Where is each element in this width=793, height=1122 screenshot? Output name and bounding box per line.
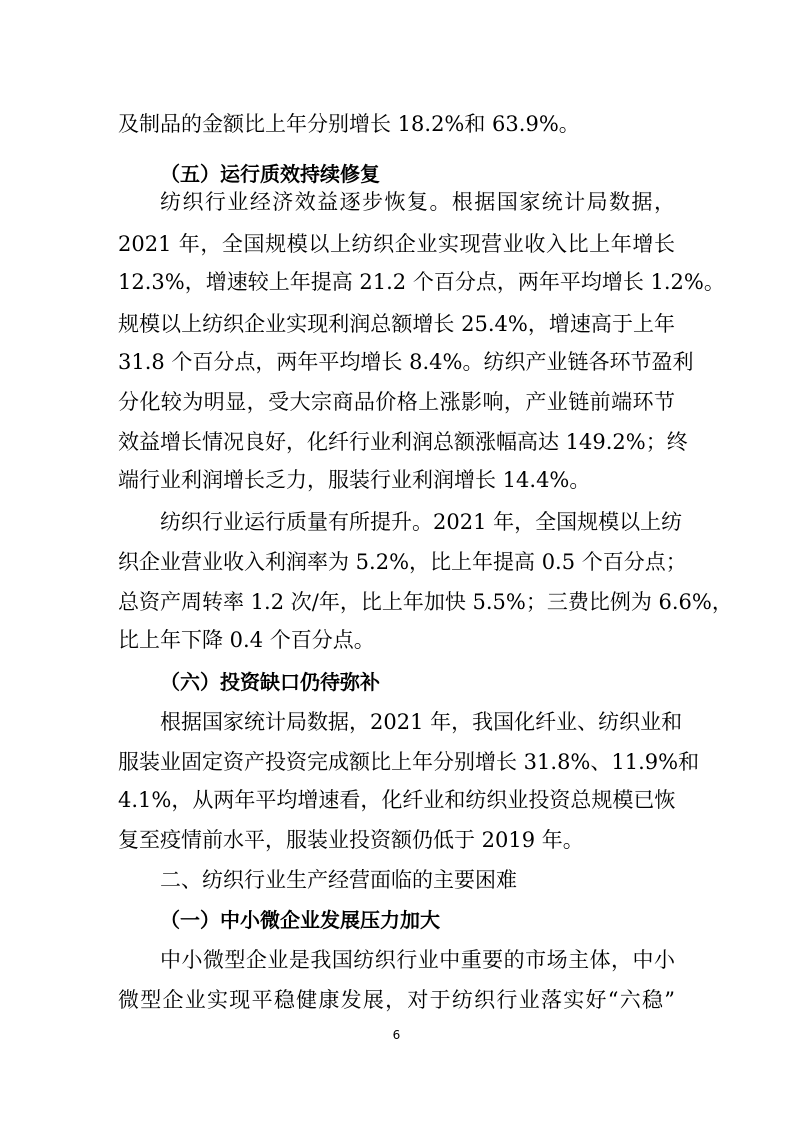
subsection-heading-1: （一）中小微企业发展压力加大: [160, 908, 440, 932]
paragraph-line: 微型企业实现平稳健康发展，对于纺织行业落实好“六稳”: [118, 988, 675, 1012]
paragraph-line: 4.1%，从两年平均增速看，化纤业和纺织业投资总规模已恢: [118, 788, 676, 812]
subsection-heading-5: （五）运行质效持续修复: [160, 162, 380, 186]
paragraph-line: 31.8 个百分点，两年平均增长 8.4%。纺织产业链各环节盈利: [118, 350, 694, 374]
paragraph-line: 织企业营业收入利润率为 5.2%，比上年提高 0.5 个百分点；: [118, 550, 687, 574]
paragraph-line: 总资产周转率 1.2 次/年，比上年加快 5.5%；三费比例为 6.6%，: [118, 590, 733, 614]
paragraph-line: 比上年下降 0.4 个百分点。: [118, 628, 375, 652]
paragraph-line: 复至疫情前水平，服装业投资额仍低于 2019 年。: [118, 828, 584, 852]
paragraph-line: 端行业利润增长乏力，服装行业利润增长 14.4%。: [118, 468, 591, 492]
subsection-heading-6: （六）投资缺口仍待弥补: [160, 670, 380, 694]
paragraph-line: 纺织行业运行质量有所提升。2021 年，全国规模以上纺: [160, 510, 683, 534]
section-heading-2: 二、纺织行业生产经营面临的主要困难: [160, 868, 517, 892]
paragraph-line: 服装业固定资产投资完成额比上年分别增长 31.8%、11.9%和: [118, 750, 700, 774]
paragraph-line: 根据国家统计局数据，2021 年，我国化纤业、纺织业和: [160, 710, 683, 734]
paragraph-line: 效益增长情况良好，化纤行业利润总额涨幅高达 149.2%；终: [118, 430, 688, 454]
paragraph-line: 2021 年，全国规模以上纺织企业实现营业收入比上年增长: [118, 232, 675, 256]
paragraph-line: 中小微型企业是我国纺织行业中重要的市场主体，中小: [160, 948, 675, 972]
page-number: 6: [392, 1028, 401, 1042]
paragraph-line: 分化较为明显，受大宗商品价格上涨影响，产业链前端环节: [118, 390, 675, 414]
paragraph-line: 纺织行业经济效益逐步恢复。根据国家统计局数据，: [160, 190, 675, 214]
paragraph-line: 及制品的金额比上年分别增长 18.2%和 63.9%。: [118, 112, 580, 136]
paragraph-line: 12.3%，增速较上年提高 21.2 个百分点，两年平均增长 1.2%。: [118, 270, 725, 294]
paragraph-line: 规模以上纺织企业实现利润总额增长 25.4%，增速高于上年: [118, 312, 675, 336]
